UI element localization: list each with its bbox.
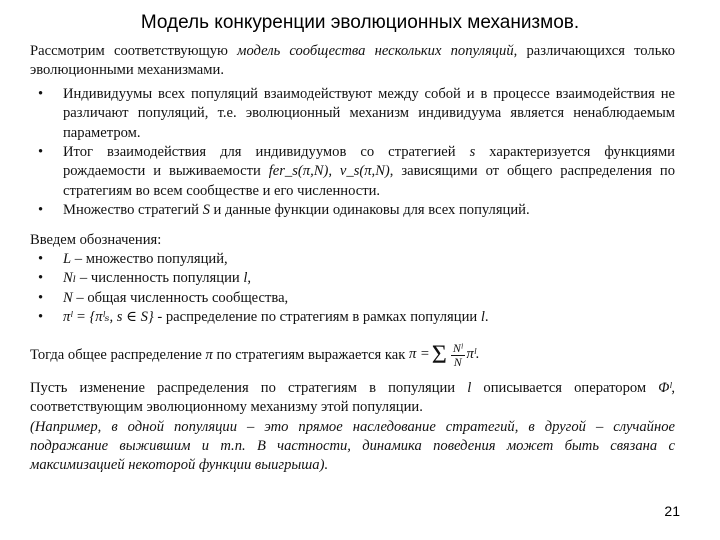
fraction-numerator: Nˡ	[452, 340, 463, 355]
notation-text: – численность популяции	[76, 270, 244, 287]
list-item	[30, 308, 675, 327]
example-text: (Например, в одной популяции – это прямое наследование стратегий, в другой – случайное подражание выжившим и т.п. В частности, динамика поведения может быть связана с максимизацией некоторой функции выигрыша).	[30, 418, 675, 474]
list-item	[30, 143, 675, 201]
notation-text: – общая численность сообщества,	[72, 289, 289, 306]
formula-end: .	[475, 346, 480, 363]
fitness-formula: fer_s(π,N), v_s(π,N)	[268, 163, 390, 180]
assumption-3-text-b: и данные функции одинаковы для всех популяций.	[209, 202, 530, 219]
assumption-2-text-c: , зависящими от общего распределения по стратегиям во всем сообществе и его численности.	[63, 163, 676, 199]
list-item	[30, 250, 675, 269]
intro-paragraph	[30, 42, 675, 81]
assumption-2-text-b: характеризуется функциями рождаемости и выживаемости	[63, 144, 675, 180]
pi-symbol: π	[205, 346, 213, 363]
assumptions-list	[30, 85, 675, 221]
operator-paragraph	[30, 379, 675, 418]
notation-end: ,	[247, 270, 252, 287]
list-item	[30, 85, 675, 143]
example-paragraph	[30, 418, 675, 476]
formula-lhs: π =	[408, 346, 430, 363]
slide-title: Модель конкуренции эволюционных механизмов.	[140, 12, 580, 33]
notation-text: – множество популяций,	[71, 251, 228, 268]
assumption-3-text-a: Множество стратегий	[63, 202, 203, 219]
total-distribution-paragraph	[30, 342, 675, 369]
total-distribution-formula	[409, 342, 480, 369]
operator-text-c: , соответствующим эволюционному механизму этой популяции.	[30, 379, 675, 416]
sum-symbol: Σ	[431, 340, 447, 370]
formula-fraction	[451, 342, 465, 369]
notation-heading: Введем обозначения:	[30, 231, 162, 248]
list-item	[30, 269, 675, 288]
intro-text-a: Рассмотрим соответствующую	[30, 43, 238, 59]
assumption-2-text-a: Итог взаимодействия для индивидуумов со стратегией	[63, 144, 470, 161]
notation-symbol: πˡ = {πˡₛ, s ∈ S}	[63, 309, 154, 326]
intro-emphasis: модель сообщества нескольких популяций	[237, 43, 514, 59]
intro-text-b: , различающихся только эволюционными механизмами.	[30, 43, 675, 79]
notation-list	[30, 250, 675, 328]
list-item	[30, 201, 675, 220]
operator-symbol: Φˡ	[658, 379, 672, 396]
notation-symbol: Nₗ	[63, 270, 77, 287]
operator-text-a: Пусть изменение распределения по стратегиям в популяции	[30, 379, 468, 396]
notation-symbol: N	[63, 289, 73, 306]
page-number: 21	[664, 503, 680, 519]
population-symbol: l	[480, 309, 485, 326]
total-text-a: Тогда общее распределение	[30, 346, 206, 363]
assumption-1-text: Индивидуумы всех популяций взаимодействуют между собой и в процессе взаимодействия не различают популяций, т.е. эволюционный механизм индивидуума является ненаблюдаемым параметром.	[63, 85, 675, 141]
list-item	[30, 289, 675, 308]
slide-body	[30, 42, 675, 476]
strategy-symbol: s	[469, 144, 476, 161]
formula-rhs: πˡ	[466, 346, 476, 363]
fraction-denominator: N	[453, 354, 462, 369]
notation-text: - распределение по стратегиям в рамках популяции	[153, 309, 481, 326]
total-text-b: по стратегиям выражается как	[212, 346, 409, 363]
notation-end: .	[484, 309, 489, 326]
operator-text-b: описывается оператором	[471, 379, 659, 396]
notation-symbol: L	[63, 251, 72, 268]
strategy-set-symbol: S	[202, 202, 210, 219]
population-symbol: l	[467, 379, 472, 396]
population-symbol: l	[243, 270, 248, 287]
